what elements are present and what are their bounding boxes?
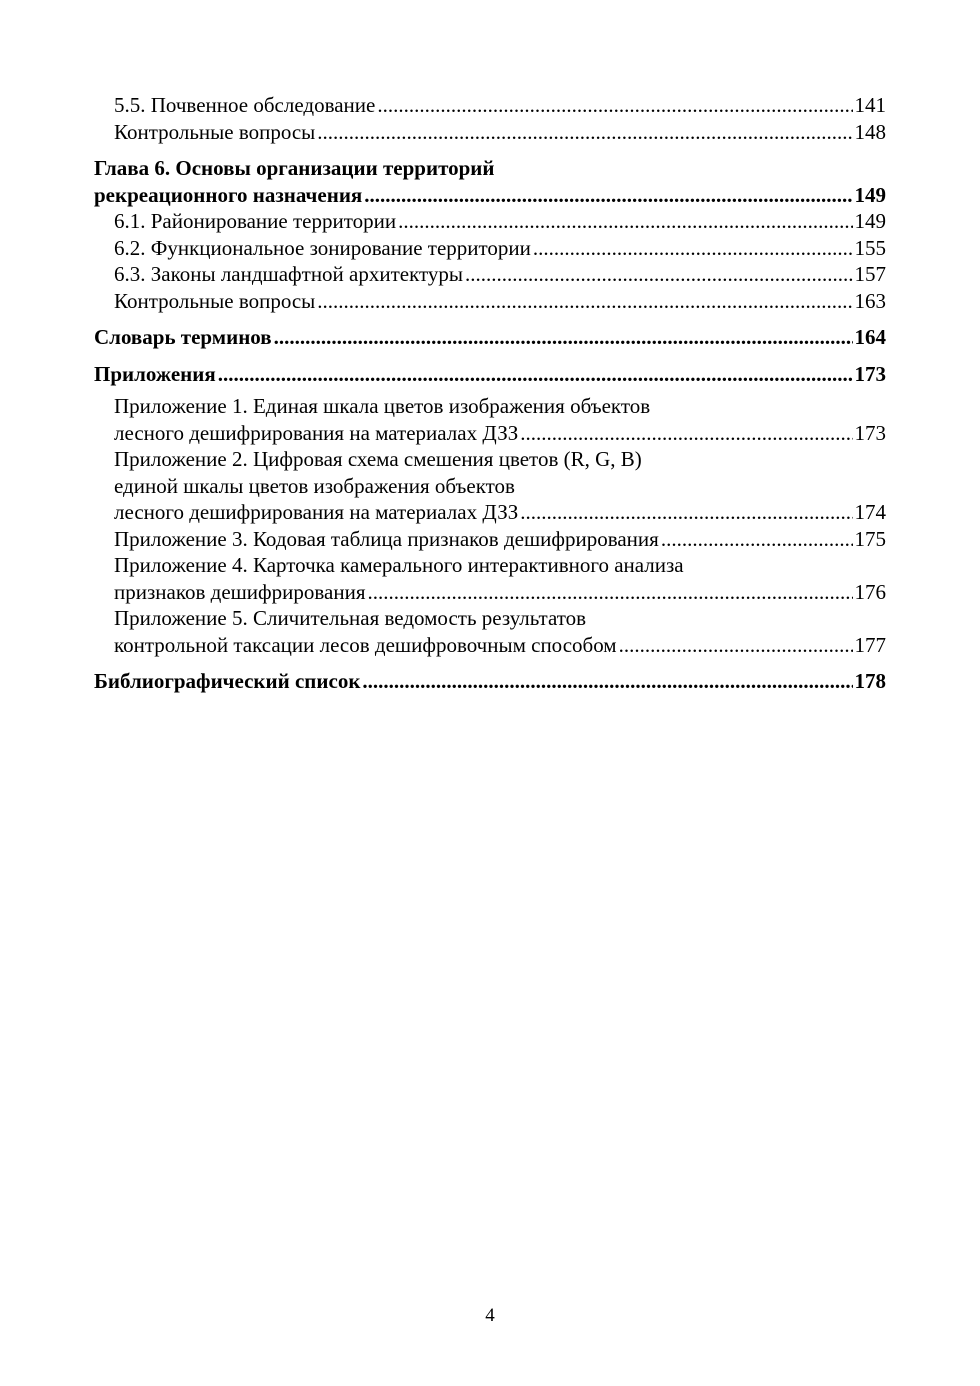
toc-entry-page: 173 bbox=[854, 361, 886, 386]
toc-entry-appendix-2 bbox=[94, 446, 886, 526]
table-of-contents bbox=[94, 92, 886, 695]
toc-leader-dots bbox=[362, 668, 852, 695]
toc-entry-page: 148 bbox=[854, 119, 886, 144]
toc-entry-title-line: Приложение 1. Единая шкала цветов изображения объектов bbox=[114, 394, 651, 418]
toc-leader-dots bbox=[520, 499, 852, 526]
page-number: 4 bbox=[485, 1305, 495, 1326]
toc-entry-page: 177 bbox=[854, 632, 886, 657]
toc-entry-title-line: контрольной таксации лесов дешифровочным способом bbox=[114, 632, 617, 657]
toc-entry-title-line: Приложение 2. Цифровая схема смешения цветов (R, G, B) bbox=[114, 447, 642, 471]
toc-leader-dots bbox=[533, 235, 853, 262]
toc-entry-title-line: единой шкалы цветов изображения объектов bbox=[114, 473, 515, 498]
toc-entry-title: Контрольные вопросы bbox=[114, 119, 316, 144]
toc-entry-glossary bbox=[94, 324, 886, 351]
toc-leader-dots bbox=[317, 119, 852, 146]
toc-entry-page: 175 bbox=[854, 526, 886, 551]
toc-entry-title-line: лесного дешифрирования на материалах ДЗЗ bbox=[114, 500, 519, 524]
toc-entry-page: 178 bbox=[854, 669, 886, 693]
toc-entry-page: 163 bbox=[854, 288, 886, 313]
toc-entry-title: Приложения bbox=[94, 361, 216, 386]
toc-entry-page: 141 bbox=[854, 93, 886, 117]
toc-entry-title-line: Приложение 4. Карточка камерального интерактивного анализа bbox=[114, 553, 684, 577]
toc-entry-appendix-4 bbox=[94, 552, 886, 605]
toc-leader-dots bbox=[377, 92, 852, 119]
toc-entry-ch5-questions bbox=[94, 119, 886, 146]
toc-entry-appendices bbox=[94, 361, 886, 388]
toc-leader-dots bbox=[619, 632, 853, 659]
toc-entry-page: 149 bbox=[854, 182, 886, 207]
toc-entry-page: 155 bbox=[854, 235, 886, 260]
toc-entry-appendix-3 bbox=[94, 526, 886, 553]
toc-entry-title-line: признаков дешифрирования bbox=[114, 579, 366, 604]
toc-leader-dots bbox=[364, 182, 852, 209]
toc-leader-dots bbox=[274, 324, 853, 351]
toc-entry-5-5 bbox=[94, 92, 886, 119]
toc-entry-bibliography bbox=[94, 668, 886, 695]
toc-entry-page: 164 bbox=[854, 325, 886, 349]
toc-entry-title: 6.3. Законы ландшафтной архитектуры bbox=[114, 262, 464, 286]
toc-entry-page: 173 bbox=[854, 420, 886, 445]
toc-entry-title: Приложение 3. Кодовая таблица признаков дешифрирования bbox=[114, 526, 659, 551]
toc-entry-title-line: Глава 6. Основы организации территорий bbox=[94, 156, 495, 180]
toc-entry-title: Контрольные вопросы bbox=[114, 288, 316, 313]
toc-entry-title: Словарь терминов bbox=[94, 325, 272, 349]
toc-leader-dots bbox=[218, 361, 853, 388]
toc-entry-title: 5.5. Почвенное обследование bbox=[114, 93, 376, 117]
toc-entry-appendix-5 bbox=[94, 605, 886, 658]
toc-leader-dots bbox=[398, 208, 852, 235]
toc-entry-title-line: лесного дешифрирования на материалах ДЗЗ bbox=[114, 420, 519, 445]
toc-entry-page: 174 bbox=[854, 500, 886, 524]
toc-entry-6-3 bbox=[94, 261, 886, 288]
toc-entry-title: 6.2. Функциональное зонирование территории bbox=[114, 235, 531, 260]
toc-leader-dots bbox=[520, 420, 852, 447]
toc-entry-6-2 bbox=[94, 235, 886, 262]
toc-entry-page: 176 bbox=[854, 579, 886, 604]
toc-entry-title: 6.1. Районирование территории bbox=[114, 209, 397, 233]
toc-entry-title-line: рекреационного назначения bbox=[94, 182, 363, 207]
toc-entry-appendix-1 bbox=[94, 393, 886, 446]
toc-entry-title: Библиографический список bbox=[94, 669, 361, 693]
toc-entry-page: 149 bbox=[854, 209, 886, 233]
toc-leader-dots bbox=[368, 579, 853, 606]
toc-entry-page: 157 bbox=[854, 262, 886, 286]
toc-entry-title-line: Приложение 5. Сличительная ведомость результатов bbox=[114, 606, 587, 630]
toc-entry-chapter-6 bbox=[94, 155, 886, 208]
toc-leader-dots bbox=[465, 261, 852, 288]
toc-leader-dots bbox=[661, 526, 853, 553]
toc-entry-6-1 bbox=[94, 208, 886, 235]
toc-entry-ch6-questions bbox=[94, 288, 886, 315]
toc-leader-dots bbox=[317, 288, 852, 315]
